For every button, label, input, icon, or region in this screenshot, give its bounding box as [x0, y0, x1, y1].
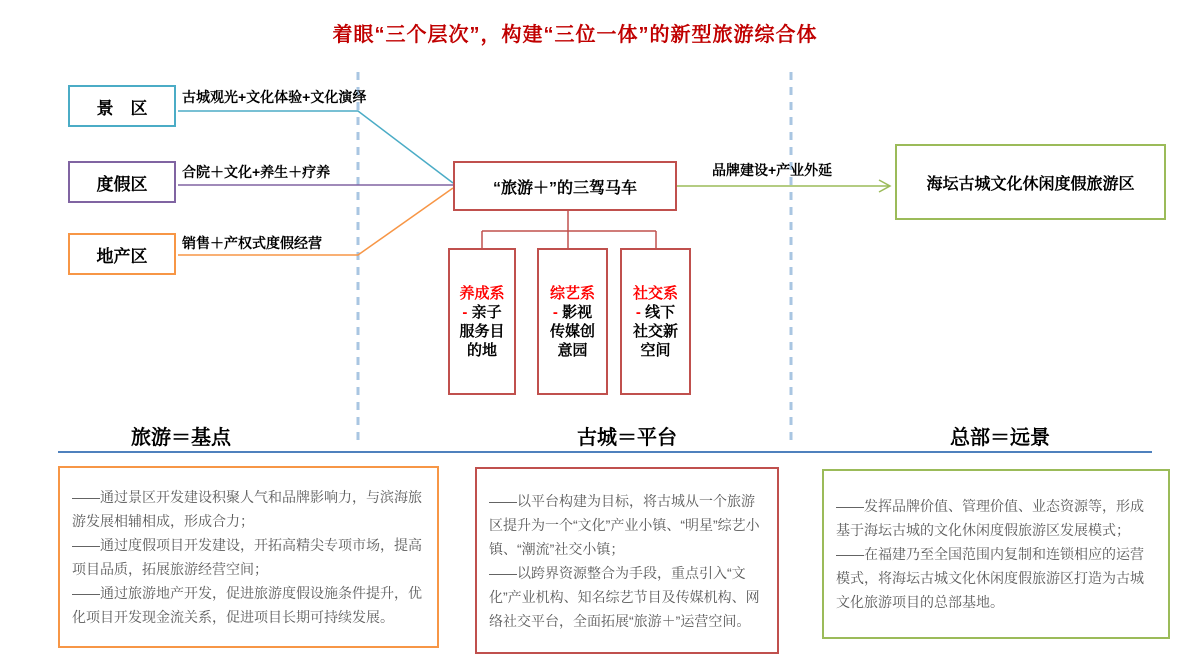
subbox-social-line2: 社交新 — [632, 322, 678, 340]
arrow-label: 品牌建设+产业外延 — [712, 162, 833, 178]
subbox-nurture-series: 养成系 — [459, 284, 505, 302]
scenic-line-tag: 古城观光+文化体验+文化演绎 — [182, 89, 367, 105]
heading-tourism-base: 旅游＝基点 — [131, 427, 231, 449]
subbox-nurture-line1: - 亲子 — [462, 303, 502, 321]
subbox-social-line1: - 线下 — [635, 303, 676, 321]
subbox-variety — [537, 248, 608, 395]
troika-label: “旅游＋”的三驾马车 — [492, 179, 637, 197]
estate-line-tag: 销售＋产权式度假经营 — [182, 235, 322, 251]
subbox-nurture — [448, 248, 516, 395]
subbox-variety-line3: 意园 — [557, 341, 588, 359]
scenic-area-box — [68, 85, 176, 127]
result-box — [895, 144, 1166, 220]
subbox-variety-line2: 传媒创 — [549, 322, 595, 340]
subbox-social — [620, 248, 691, 395]
hq-vision-item-1: ——发挥品牌价值、管理价值、业态资源等，形成基于海坛古城的文化休闲度假旅游区发展模式； — [836, 498, 1144, 538]
tourism-base-item-3: ——通过旅游地产开发，促进旅游度假设施条件提升，优化项目开发现金流关系，促进项目长期可持续发展。 — [72, 585, 422, 625]
resort-line-tag: 合院＋文化+养生＋疗养 — [182, 164, 331, 180]
troika-box — [453, 161, 677, 211]
result-label: 海坛古城文化休闲度假旅游区 — [926, 175, 1135, 193]
subbox-nurture-line3: 的地 — [466, 341, 497, 359]
subbox-variety-line1: - 影视 — [552, 303, 593, 321]
city-platform-item-2: ——以跨界资源整合为手段，重点引入“文化”产业机构、知名综艺节目及传媒机构、网络社交平台，全面拓展“旅游＋”运营空间。 — [489, 564, 760, 629]
heading-city-platform: 古城＝平台 — [577, 427, 677, 449]
page-title: 着眼“三个层次”，构建“三位一体”的新型旅游综合体 — [332, 24, 818, 46]
hq-vision-panel — [822, 469, 1170, 639]
estate-area-label: 地产区 — [96, 246, 148, 266]
heading-hq-vision: 总部＝远景 — [950, 427, 1050, 449]
tourism-base-item-1: ——通过景区开发建设积聚人气和品牌影响力，与滨海旅游发展相辅相成，形成合力； — [72, 489, 422, 529]
subbox-variety-series: 综艺系 — [549, 284, 595, 302]
arrowhead-icon — [879, 180, 890, 192]
city-platform-panel — [475, 467, 779, 654]
resort-area-label: 度假区 — [96, 174, 148, 194]
subbox-nurture-line2: 服务目 — [459, 322, 505, 340]
scenic-area-label: 景 区 — [96, 98, 148, 118]
tourism-base-item-2: ——通过度假项目开发建设，开拓高精尖专项市场，提高项目品质，拓展旅游经营空间； — [72, 537, 422, 577]
estate-area-box — [68, 233, 176, 275]
subbox-social-series: 社交系 — [632, 284, 678, 302]
resort-area-box — [68, 161, 176, 203]
city-platform-item-1: ——以平台构建为目标，将古城从一个旅游区提升为一个“文化”产业小镇、“明星”综艺小镇、“潮流”社交小镇； — [489, 492, 760, 557]
subbox-social-line3: 空间 — [640, 341, 671, 359]
tourism-base-panel — [58, 466, 439, 648]
hq-vision-item-2: ——在福建乃至全国范围内复制和连锁相应的运营模式，将海坛古城文化休闲度假旅游区打造为古城文化旅游项目的总部基地。 — [836, 546, 1144, 610]
